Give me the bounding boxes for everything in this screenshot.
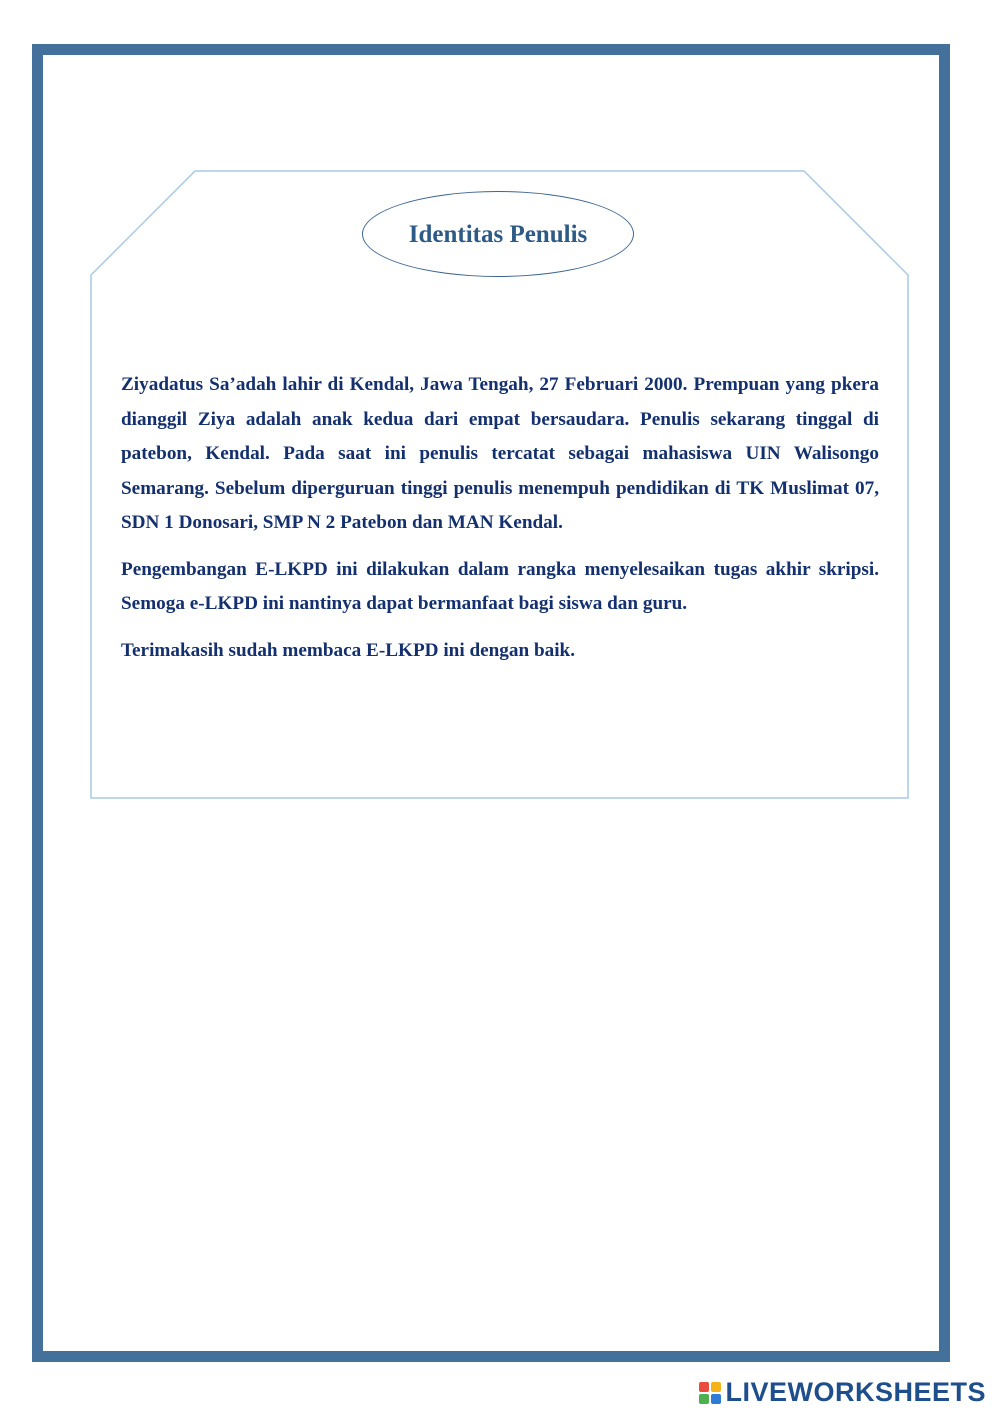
author-bio: [121, 368, 879, 680]
title-ellipse: [362, 191, 634, 277]
liveworksheets-logo-icon: [699, 1382, 721, 1404]
bio-paragraph: Ziyadatus Sa’adah lahir di Kendal, Jawa Tengah, 27 Februari 2000. Prempuan yang pkera dianggil Ziya adalah anak kedua dari empat bersaudara. Penulis sekarang tinggal di patebon, Kendal. Pada saat ini penulis tercatat sebagai mahasiswa UIN Walisongo Semarang. Sebelum diperguruan tinggi penulis menempuh pendidikan di TK Muslimat 07, SDN 1 Donosari, SMP N 2 Patebon dan MAN Kendal.: [121, 374, 879, 533]
watermark-text: LIVEWORKSHEETS: [725, 1377, 986, 1407]
watermark: [699, 1377, 986, 1408]
closing-paragraph: Terimakasih sudah membaca E-LKPD ini dengan baik.: [121, 639, 576, 661]
purpose-paragraph: Pengembangan E-LKPD ini dilakukan dalam rangka menyelesaikan tugas akhir skripsi. Semoga e-LKPD ini nantinya dapat bermanfaat bagi siswa dan guru.: [121, 558, 879, 614]
page-title: Identitas Penulis: [408, 220, 588, 248]
